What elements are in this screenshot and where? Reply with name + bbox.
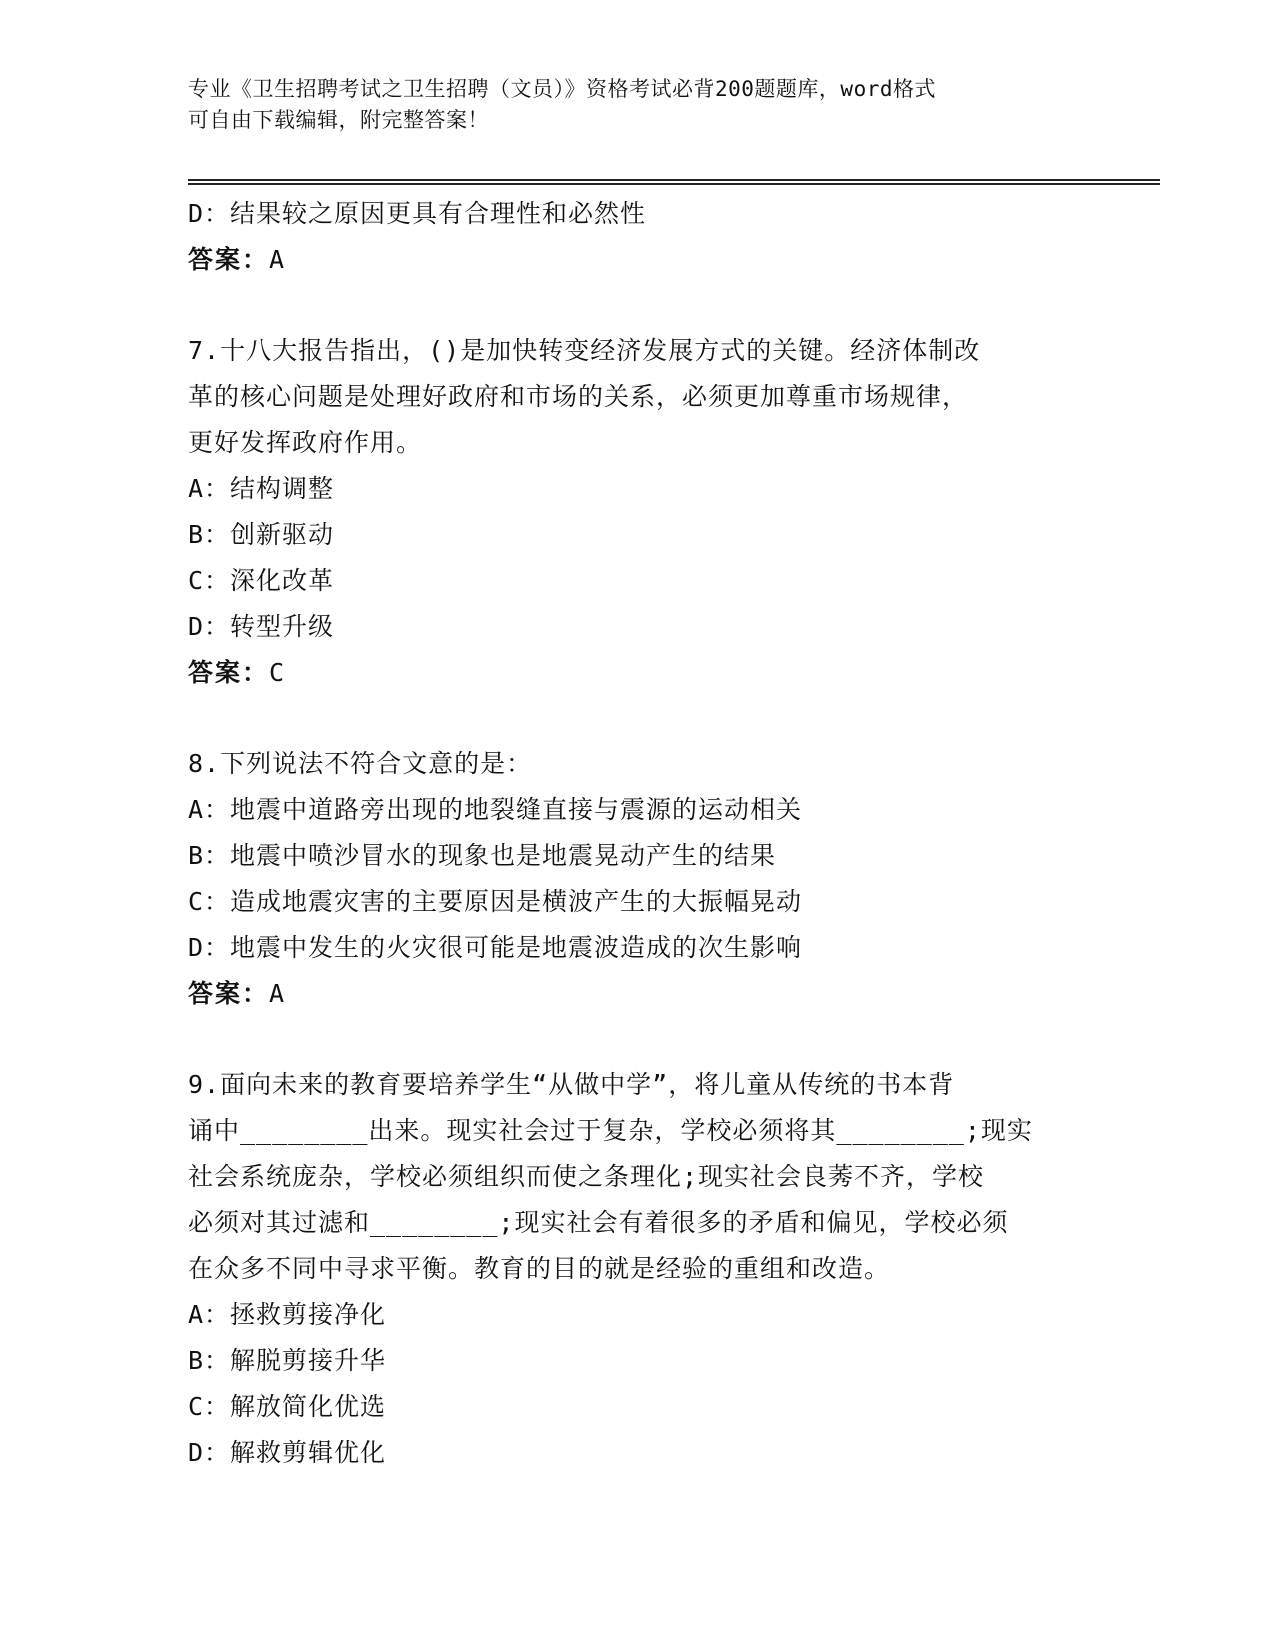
question-8 <box>188 741 1088 1017</box>
question-7-option-c: C：深化改革 <box>188 566 335 595</box>
question-7-stem-line-3: 更好发挥政府作用。 <box>188 428 423 457</box>
answer-label: 答案： <box>188 245 270 274</box>
answer-value: A <box>269 245 286 274</box>
question-9-stem-line-3: 社会系统庞杂，学校必须组织而使之条理化;现实社会良莠不齐，学校 <box>188 1162 985 1191</box>
question-9-option-d: D：解救剪辑优化 <box>188 1438 387 1467</box>
question-8-option-d: D：地震中发生的火灾很可能是地震波造成的次生影响 <box>188 933 803 962</box>
question-8-answer <box>188 971 1088 1017</box>
prev-question-answer <box>188 237 1088 283</box>
question-9 <box>188 1062 1088 1476</box>
question-7-answer <box>188 650 1088 696</box>
question-8-option-a: A：地震中道路旁出现的地裂缝直接与震源的运动相关 <box>188 795 803 824</box>
answer-value: C <box>269 658 286 687</box>
spacer <box>188 696 1088 741</box>
question-9-stem-line-2: 诵中________出来。现实社会过于复杂，学校必须将其________;现实 <box>188 1116 1033 1145</box>
header-divider-bottom <box>188 183 1160 185</box>
spacer <box>188 283 1088 328</box>
question-7 <box>188 328 1088 696</box>
question-8-option-c: C：造成地震灾害的主要原因是横波产生的大振幅晃动 <box>188 887 803 916</box>
question-7-option-a: A：结构调整 <box>188 474 335 503</box>
answer-label: 答案： <box>188 979 270 1008</box>
question-7-stem-line-2: 革的核心问题是处理好政府和市场的关系，必须更加尊重市场规律， <box>188 382 969 411</box>
answer-label: 答案： <box>188 658 270 687</box>
question-9-stem-line-4: 必须对其过滤和________;现实社会有着很多的矛盾和偏见，学校必须 <box>188 1208 1009 1237</box>
question-7-option-b: B：创新驱动 <box>188 520 335 549</box>
question-9-option-a: A：拯救剪接净化 <box>188 1300 387 1329</box>
prev-question-option-d: D：结果较之原因更具有合理性和必然性 <box>188 199 647 228</box>
question-8-stem-line-1: 8.下列说法不符合文意的是： <box>188 749 533 778</box>
question-9-stem-line-1: 9.面向未来的教育要培养学生“从做中学”，将儿童从传统的书本背 <box>188 1070 955 1099</box>
document-header <box>188 74 1068 136</box>
header-title-line-2: 可自由下载编辑，附完整答案！ <box>188 108 489 132</box>
question-7-stem-line-1: 7.十八大报告指出，()是加快转变经济发展方式的关键。经济体制改 <box>188 336 981 365</box>
header-divider-top <box>188 179 1160 181</box>
spacer <box>188 1017 1088 1062</box>
question-9-stem-line-5: 在众多不同中寻求平衡。教育的目的就是经验的重组和改造。 <box>188 1254 891 1283</box>
question-9-option-c: C：解放简化优选 <box>188 1392 387 1421</box>
answer-value: A <box>269 979 286 1008</box>
question-9-option-b: B：解脱剪接升华 <box>188 1346 387 1375</box>
header-title-line-1: 专业《卫生招聘考试之卫生招聘（文员）》资格考试必背200题题库，word格式 <box>188 77 936 101</box>
question-8-option-b: B：地震中喷沙冒水的现象也是地震晃动产生的结果 <box>188 841 777 870</box>
question-content <box>188 191 1088 1476</box>
question-7-option-d: D：转型升级 <box>188 612 335 641</box>
